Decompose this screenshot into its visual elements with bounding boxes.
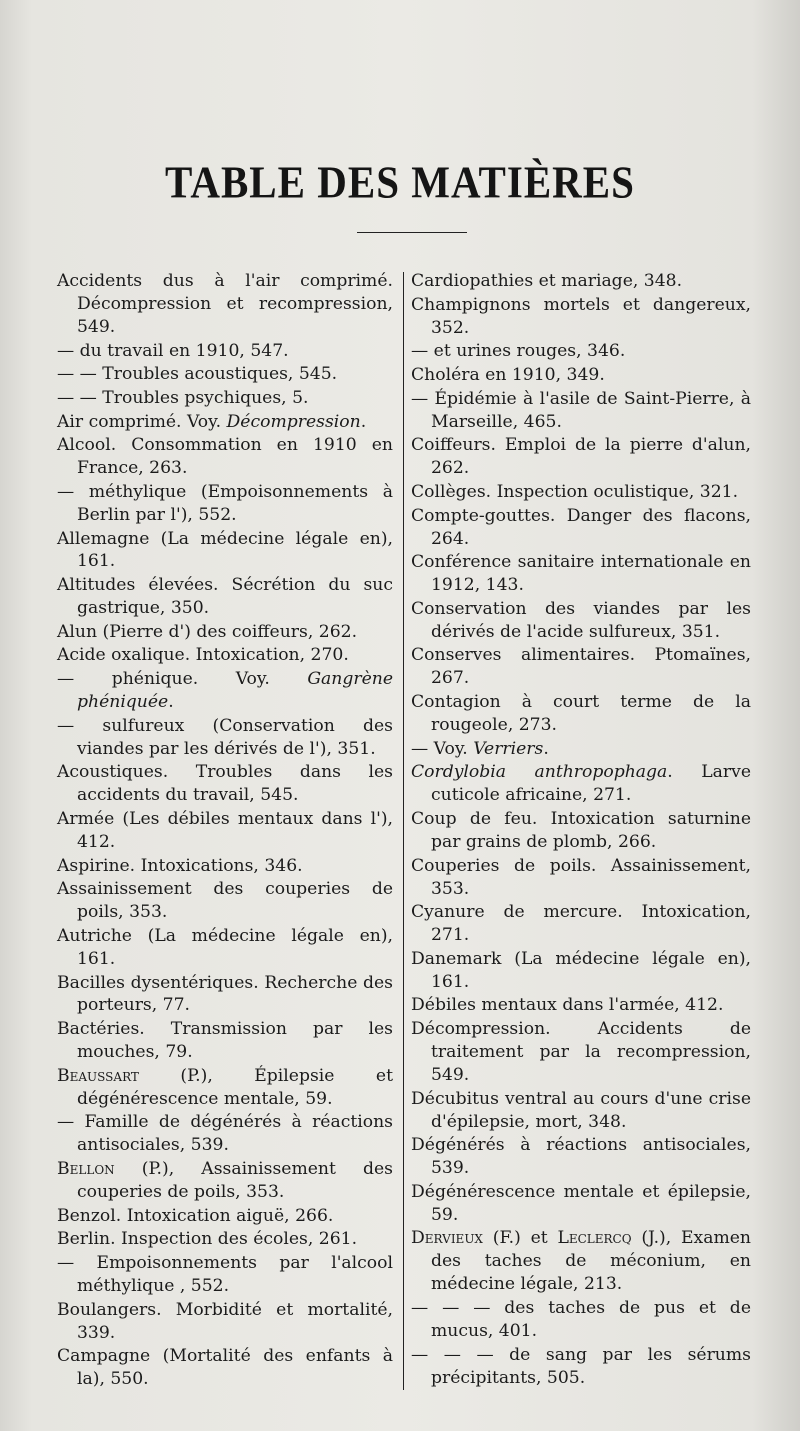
entry-text: Décompression. Accidents de traitement par la recompression, 549. xyxy=(411,1019,751,1085)
index-entry xyxy=(411,340,751,363)
entry-text: Bactéries. Transmission par les mouches, 79. xyxy=(57,1019,393,1063)
entry-text: Acide oxalique. Intoxication, 270. xyxy=(57,645,349,666)
entry-text: — et urines rouges, 346. xyxy=(411,341,626,362)
entry-text: Assainissement des couperies de poils, 353. xyxy=(57,879,393,923)
index-entry xyxy=(411,808,751,854)
entry-text: (F.) et xyxy=(482,1228,558,1249)
index-entry xyxy=(57,855,393,878)
index-entry xyxy=(57,644,393,667)
entry-text: — Épidémie à l'asile de Saint-Pierre, à Marseille, 465. xyxy=(411,388,751,432)
cross-reference: Cordylobia anthropophaga xyxy=(411,762,668,783)
index-entry xyxy=(57,574,393,620)
entry-text: Choléra en 1910, 349. xyxy=(411,365,605,386)
index-entry xyxy=(411,1181,751,1227)
index-entry xyxy=(57,808,393,854)
entry-text: Cardiopathies et mariage, 348. xyxy=(411,271,683,291)
column-divider xyxy=(403,272,404,1390)
index-entry xyxy=(57,1158,393,1204)
index-entry xyxy=(57,528,393,574)
index-entry xyxy=(57,1252,393,1298)
author-name: Leclercq xyxy=(557,1228,632,1249)
index-entry xyxy=(411,901,751,947)
author-name: Beaussart xyxy=(57,1065,139,1086)
cross-reference: Décompression xyxy=(226,411,361,432)
entry-text: Décubitus ventral au cours d'une crise d'épilepsie, mort, 348. xyxy=(411,1088,751,1132)
index-entry xyxy=(57,1065,393,1111)
index-entry xyxy=(411,738,751,761)
title-rule xyxy=(357,232,467,233)
index-entry xyxy=(411,505,751,551)
entry-text: Aspirine. Intoxications, 346. xyxy=(57,855,303,876)
index-entry xyxy=(411,598,751,644)
entry-text: Cyanure de mercure. Intoxication, 271. xyxy=(411,902,751,946)
index-entry xyxy=(57,481,393,527)
author-name: Dervieux xyxy=(411,1228,483,1249)
index-column-right xyxy=(411,270,751,1390)
entry-text: Campagne (Mortalité des enfants à la), 550. xyxy=(57,1346,393,1390)
index-entry xyxy=(411,1297,751,1343)
index-entry xyxy=(411,364,751,387)
index-entry xyxy=(57,363,393,386)
entry-text: — Empoisonnements par l'alcool méthylique , 552. xyxy=(57,1252,393,1296)
entry-text: — — Troubles psychiques, 5. xyxy=(57,387,309,408)
entry-text: Couperies de poils. Assainissement, 353. xyxy=(411,855,751,899)
index-entry xyxy=(57,1205,393,1228)
entry-text: (J.), Examen des taches de méconium, en médecine légale, 213. xyxy=(431,1228,751,1295)
index-entry xyxy=(411,855,751,901)
entry-text: . xyxy=(168,692,174,713)
index-entry xyxy=(411,270,751,293)
index-entry xyxy=(411,551,751,597)
entry-text: Contagion à court terme de la rougeole, 273. xyxy=(411,692,751,735)
index-entry xyxy=(57,1228,393,1251)
entry-text: Débiles mentaux dans l'armée, 412. xyxy=(411,995,724,1016)
entry-text: Conférence sanitaire internationale en 1912, 143. xyxy=(411,552,751,596)
index-entry xyxy=(57,387,393,410)
entry-text: — — — des taches de pus et de mucus, 401. xyxy=(411,1298,751,1341)
author-name: Bellon xyxy=(57,1158,115,1179)
entry-text: Collèges. Inspection oculistique, 321. xyxy=(411,481,739,502)
entry-text: — méthylique (Empoisonnements à Berlin par l'), 552. xyxy=(57,481,393,525)
page-title: TABLE DES MATIÈRES xyxy=(165,156,635,208)
entry-text: . xyxy=(360,411,367,432)
entry-text: Berlin. Inspection des écoles, 261. xyxy=(57,1229,358,1250)
index-entry xyxy=(411,1088,751,1134)
index-entry xyxy=(57,925,393,971)
index-entry xyxy=(57,340,393,363)
entry-text: — — Troubles acoustiques, 545. xyxy=(57,364,338,385)
entry-text: Acoustiques. Troubles dans les accidents du travail, 545. xyxy=(57,762,393,806)
cross-reference: Gangrène phéniquée xyxy=(77,669,393,713)
entry-text: Benzol. Intoxication aiguë, 266. xyxy=(57,1205,334,1226)
entry-text: Alcool. Consommation en 1910 en France, 263. xyxy=(57,435,393,479)
index-entry xyxy=(57,1299,393,1345)
entry-text: Boulangers. Morbidité et mortalité, 339. xyxy=(57,1299,393,1343)
index-entry xyxy=(411,388,751,434)
index-entry xyxy=(411,1344,751,1390)
index-entry xyxy=(57,411,393,434)
entry-text: (P.), Assainissement des couperies de poils, 353. xyxy=(77,1158,393,1202)
index-entry xyxy=(57,1018,393,1064)
index-entry xyxy=(57,434,393,480)
entry-text: Alun (Pierre d') des coiffeurs, 262. xyxy=(57,621,358,642)
entry-text: Coiffeurs. Emploi de la pierre d'alun, 262. xyxy=(411,435,751,479)
index-entry xyxy=(411,948,751,994)
index-entry xyxy=(411,481,751,504)
entry-text: . xyxy=(543,738,549,759)
entry-text: Conservation des viandes par les dérivés de l'acide sulfureux, 351. xyxy=(411,598,751,642)
index-entry xyxy=(411,1134,751,1180)
entry-text: — sulfureux (Conservation des viandes par les dérivés de l'), 351. xyxy=(57,715,393,759)
entry-text: Altitudes élevées. Sécrétion du suc gastrique, 350. xyxy=(57,575,393,619)
index-entry xyxy=(411,1227,751,1296)
cross-reference: Verriers xyxy=(473,738,544,759)
entry-text: Air comprimé. Voy. xyxy=(57,411,227,432)
index-entry xyxy=(411,644,751,690)
index-entry xyxy=(57,668,393,714)
index-entry xyxy=(411,761,751,807)
entry-text: Danemark (La médecine légale en), 161. xyxy=(411,948,751,992)
index-entry xyxy=(57,621,393,644)
entry-text: Accidents dus à l'air comprimé. Décompression et recompression, 549. xyxy=(57,271,393,337)
entry-text: — Famille de dégénérés à réactions antisociales, 539. xyxy=(57,1112,393,1156)
entry-text: Compte-gouttes. Danger des flacons, 264. xyxy=(411,505,751,549)
index-entry xyxy=(57,715,393,761)
entry-text: Coup de feu. Intoxication saturnine par grains de plomb, 266. xyxy=(411,809,751,852)
entry-text: (P.), Épilepsie et dégénérescence mentale, 59. xyxy=(77,1065,393,1109)
index-entry xyxy=(57,1345,393,1391)
index-entry xyxy=(411,294,751,340)
entry-text: — phénique. Voy. xyxy=(57,669,308,690)
index-entry xyxy=(411,1018,751,1087)
index-entry xyxy=(57,270,393,339)
entry-text: — Voy. xyxy=(411,738,474,759)
entry-text: Autriche (La médecine légale en), 161. xyxy=(57,925,393,969)
index-entry xyxy=(57,878,393,924)
entry-text: Dégénérescence mentale et épilepsie, 59. xyxy=(411,1181,751,1225)
entry-text: . Larve cuticole africaine, 271. xyxy=(431,762,751,806)
entry-text: Dégénérés à réactions antisociales, 539. xyxy=(411,1135,751,1179)
index-entry xyxy=(57,1111,393,1157)
entry-text: — — — de sang par les sérums précipitants, 505. xyxy=(411,1344,751,1388)
entry-text: Armée (Les débiles mentaux dans l'), 412. xyxy=(57,809,393,852)
index-entry xyxy=(411,434,751,480)
index-entry xyxy=(411,691,751,737)
entry-text: Allemagne (La médecine légale en), 161. xyxy=(57,528,393,572)
index-entry xyxy=(57,972,393,1018)
index-column-left xyxy=(57,270,393,1392)
entry-text: — du travail en 1910, 547. xyxy=(57,340,289,361)
entry-text: Champignons mortels et dangereux, 352. xyxy=(411,294,751,338)
entry-text: Conserves alimentaires. Ptomaïnes, 267. xyxy=(411,645,751,689)
entry-text: Bacilles dysentériques. Recherche des porteurs, 77. xyxy=(57,972,393,1016)
index-entry xyxy=(411,994,751,1017)
index-entry xyxy=(57,761,393,807)
